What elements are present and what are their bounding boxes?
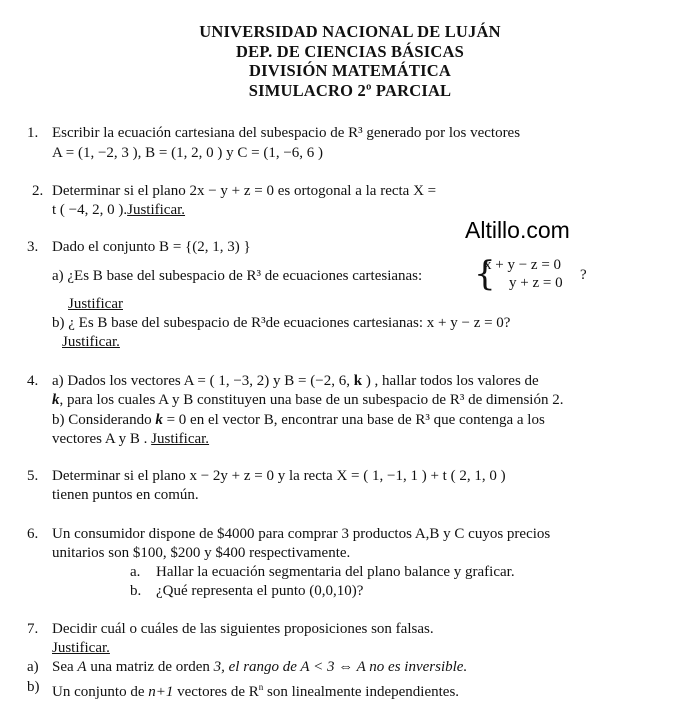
q4-line3-end: = 0 en el vector B, encontrar una base de R³ que contenga a los — [162, 412, 545, 428]
q7a-rest: 3, el rango de A < 3 ⇔ A no es inversible. — [213, 659, 468, 675]
q4-k-symbol: k — [353, 373, 363, 389]
exam-title: SIMULACRO 2º PARCIAL — [248, 80, 452, 100]
q7a-text — [52, 658, 467, 676]
q4-line3-start: b) Considerando — [52, 412, 156, 428]
q3a-justify: Justificar — [68, 296, 123, 312]
q4-line2 — [52, 391, 563, 409]
q7b-label: b) — [27, 679, 40, 695]
q4-line1-text: a) Dados los vectores A = ( 1, −3, 2) y B = (−2, 6, — [52, 373, 354, 389]
q4-k-symbol-3: k — [155, 412, 163, 428]
q4-justify: Justificar. — [151, 431, 210, 447]
q2-line1: Determinar si el plano 2x − y + z = 0 es ortogonal a la recta X = — [52, 183, 437, 199]
q4-k-symbol-2: k — [52, 392, 60, 408]
q3a-text: a) ¿Es B base del subespacio de R³ de ecuaciones cartesianas: — [52, 268, 423, 284]
q7a-matrix-a: A — [77, 659, 87, 675]
q4-number: 4. — [27, 373, 39, 389]
q2-justify: Justificar. — [127, 202, 186, 218]
q3a-equation-system — [474, 254, 586, 294]
q3b-text: b) ¿ Es B base del subespacio de R³de ecuaciones cartesianas: x + y − z = 0? — [52, 315, 511, 331]
q6-line2: unitarios son $100, $200 y $400 respectivamente. — [52, 545, 351, 561]
q7-line1: Decidir cuál o cuáles de las siguientes proposiciones son falsas. — [52, 621, 434, 637]
q4-line4-text: vectores A y B . — [52, 431, 152, 447]
q1-number: 1. — [27, 125, 39, 141]
q1-line2: A = (1, −2, 3 ), B = (1, 2, 0 ) y C = (1, −6, 6 ) — [52, 145, 324, 161]
q3b-justify: Justificar. — [62, 334, 120, 350]
q3-line1: Dado el conjunto B = {(2, 1, 3) } — [52, 239, 251, 255]
q7b-text — [52, 678, 459, 701]
q7a-start: Sea — [52, 659, 78, 675]
q6b-label: b. — [130, 583, 142, 599]
q3a-eq1: x + y − z = 0 — [484, 257, 562, 273]
q3-number: 3. — [27, 239, 39, 255]
q5-number: 5. — [27, 468, 39, 484]
division-title: DIVISIÓN MATEMÁTICA — [249, 61, 451, 80]
q7-justify: Justificar. — [52, 640, 110, 656]
q7a-middle: una matriz de orden — [86, 659, 214, 675]
q6-line1: Un consumidor dispone de $4000 para comprar 3 productos A,B y C cuyos precios — [52, 526, 551, 542]
watermark-logo: Altillo.com — [465, 217, 570, 243]
q4-line1 — [52, 372, 539, 390]
q4-line4 — [52, 430, 209, 448]
q4-line3 — [52, 411, 545, 429]
q7-number: 7. — [27, 621, 39, 637]
q4-line1-end: ) , hallar todos los valores de — [362, 373, 539, 389]
q7b-superscript: n — [258, 682, 264, 692]
q1-line1: Escribir la ecuación cartesiana del subespacio de R³ generado por los vectores — [52, 125, 521, 141]
q3a-question-mark: ? — [580, 267, 587, 283]
q6-number: 6. — [27, 526, 39, 542]
q6b-text: ¿Qué representa el punto (0,0,10)? — [156, 583, 364, 599]
q5-line2: tienen puntos en común. — [52, 487, 199, 503]
university-title: UNIVERSIDAD NACIONAL DE LUJÁN — [199, 22, 501, 41]
q2-line2-text: t ( −4, 2, 0 ). — [52, 202, 128, 218]
q6a-label: a. — [130, 564, 141, 580]
q7a-label: a) — [27, 659, 39, 675]
department-title: DEP. DE CIENCIAS BÁSICAS — [236, 41, 464, 61]
q4-line2-text: , para los cuales A y B constituyen una base de un subespacio de R³ de dimensión 2. — [59, 392, 564, 408]
q7b-end: son linealmente independientes. — [263, 684, 460, 700]
q3a-eq2: y + z = 0 — [509, 275, 563, 291]
q7b-n-plus-1: n+1 — [148, 684, 174, 700]
q6a-text: Hallar la ecuación segmentaria del plano balance y graficar. — [156, 564, 515, 580]
exam-header — [0, 22, 700, 100]
q2-line2 — [52, 201, 185, 219]
q3a-left-brace: { — [474, 254, 496, 294]
q7b-start: Un conjunto de — [52, 684, 149, 700]
q5-line1: Determinar si el plano x − 2y + z = 0 y la recta X = ( 1, −1, 1 ) + t ( 2, 1, 0 ) — [52, 468, 506, 484]
q7b-middle: vectores de R — [173, 684, 259, 700]
q2-number: 2. — [32, 183, 44, 199]
